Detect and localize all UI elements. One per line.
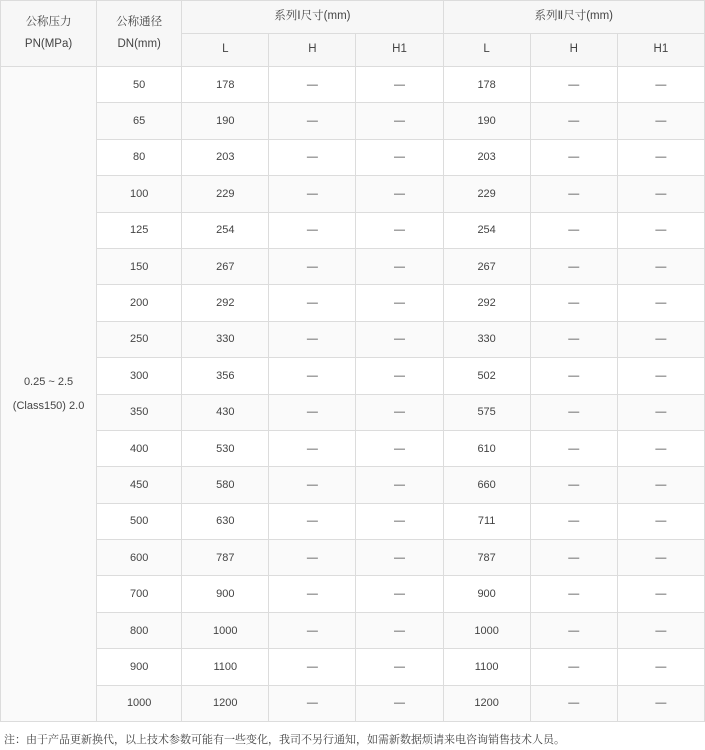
cell-s2-l: 190 [443, 103, 530, 139]
cell-s2-h1: — [617, 67, 704, 103]
cell-dn: 500 [97, 503, 182, 539]
header-nominal-diameter-line1: 公称通径 [116, 16, 163, 29]
table-row [1, 103, 705, 139]
cell-dn: 125 [97, 212, 182, 248]
cell-s2-l: 330 [443, 321, 530, 357]
table-row [1, 212, 705, 248]
cell-dn: 50 [97, 67, 182, 103]
header-series1-h1: H1 [356, 34, 443, 67]
cell-s2-l: 229 [443, 176, 530, 212]
cell-s1-l: 530 [182, 430, 269, 466]
cell-s1-h1: — [356, 248, 443, 284]
header-nominal-diameter-line2: DN(mm) [117, 37, 161, 50]
cell-s2-h: — [530, 139, 617, 175]
cell-dn: 800 [97, 612, 182, 648]
table-row [1, 649, 705, 685]
table-row [1, 540, 705, 576]
cell-s1-h: — [269, 394, 356, 430]
cell-s1-h1: — [356, 540, 443, 576]
cell-s1-l: 430 [182, 394, 269, 430]
cell-s2-h1: — [617, 321, 704, 357]
cell-dn: 300 [97, 358, 182, 394]
cell-s2-l: 254 [443, 212, 530, 248]
cell-s2-l: 178 [443, 67, 530, 103]
cell-s1-h1: — [356, 212, 443, 248]
table-row [1, 576, 705, 612]
cell-s2-h1: — [617, 176, 704, 212]
cell-s1-h: — [269, 685, 356, 721]
cell-s2-h: — [530, 503, 617, 539]
header-nominal-pressure-line2: PN(MPa) [24, 37, 73, 50]
cell-s1-h1: — [356, 685, 443, 721]
cell-s2-h1: — [617, 612, 704, 648]
table-row [1, 67, 705, 103]
cell-s2-l: 267 [443, 248, 530, 284]
cell-s2-l: 610 [443, 430, 530, 466]
table-row [1, 139, 705, 175]
cell-s1-l: 1000 [182, 612, 269, 648]
header-series-1: 系列Ⅰ尺寸(mm) [182, 1, 443, 34]
cell-s1-l: 292 [182, 285, 269, 321]
table-row [1, 248, 705, 284]
cell-s1-l: 787 [182, 540, 269, 576]
cell-s1-h: — [269, 248, 356, 284]
cell-dn: 600 [97, 540, 182, 576]
cell-s1-l: 203 [182, 139, 269, 175]
cell-dn: 700 [97, 576, 182, 612]
cell-s2-h: — [530, 685, 617, 721]
cell-s2-l: 711 [443, 503, 530, 539]
cell-s2-l: 1100 [443, 649, 530, 685]
cell-s1-h: — [269, 139, 356, 175]
cell-s2-h1: — [617, 103, 704, 139]
cell-s1-h: — [269, 67, 356, 103]
cell-s2-h1: — [617, 503, 704, 539]
cell-s2-h: — [530, 649, 617, 685]
cell-s2-h: — [530, 212, 617, 248]
cell-s1-l: 267 [182, 248, 269, 284]
cell-dn: 200 [97, 285, 182, 321]
cell-dn: 350 [97, 394, 182, 430]
cell-s1-h: — [269, 503, 356, 539]
cell-s1-l: 630 [182, 503, 269, 539]
cell-s2-h1: — [617, 540, 704, 576]
table-row [1, 612, 705, 648]
table-row [1, 285, 705, 321]
cell-s1-h1: — [356, 358, 443, 394]
cell-s2-h1: — [617, 285, 704, 321]
cell-s2-h1: — [617, 467, 704, 503]
cell-s2-h1: — [617, 430, 704, 466]
cell-s2-h1: — [617, 576, 704, 612]
cell-s1-h: — [269, 540, 356, 576]
pressure-range: 0.25 ~ 2.5 [23, 375, 74, 388]
cell-s2-l: 575 [443, 394, 530, 430]
cell-s2-h: — [530, 321, 617, 357]
cell-s1-h1: — [356, 467, 443, 503]
header-nominal-pressure-line1: 公称压力 [25, 16, 72, 29]
cell-s1-h: — [269, 103, 356, 139]
table-row [1, 321, 705, 357]
cell-s1-h: — [269, 576, 356, 612]
cell-dn: 100 [97, 176, 182, 212]
cell-s1-l: 900 [182, 576, 269, 612]
cell-s1-h: — [269, 321, 356, 357]
cell-dn: 150 [97, 248, 182, 284]
table-row [1, 394, 705, 430]
footnote: 注：由于产品更新换代，以上技术参数可能有一些变化，我司不另行通知，如需新数据烦请来电咨询销售技术人员。 [4, 734, 565, 747]
cell-s2-h: — [530, 394, 617, 430]
cell-nominal-pressure-value [1, 67, 97, 722]
cell-s1-h: — [269, 612, 356, 648]
cell-s2-l: 787 [443, 540, 530, 576]
cell-s1-h1: — [356, 103, 443, 139]
cell-s1-h: — [269, 358, 356, 394]
cell-s1-l: 1200 [182, 685, 269, 721]
cell-s1-h1: — [356, 139, 443, 175]
cell-s1-l: 330 [182, 321, 269, 357]
header-series-2: 系列Ⅱ尺寸(mm) [443, 1, 704, 34]
cell-s2-h1: — [617, 139, 704, 175]
table-row [1, 176, 705, 212]
cell-s2-l: 292 [443, 285, 530, 321]
cell-s2-h: — [530, 176, 617, 212]
cell-s1-h: — [269, 285, 356, 321]
cell-s1-l: 1100 [182, 649, 269, 685]
cell-s2-h: — [530, 540, 617, 576]
table-row [1, 503, 705, 539]
table-row [1, 685, 705, 721]
cell-s1-h1: — [356, 67, 443, 103]
cell-s2-h1: — [617, 649, 704, 685]
cell-s1-h1: — [356, 612, 443, 648]
cell-s1-h: — [269, 176, 356, 212]
table-head [1, 1, 705, 67]
cell-s2-h: — [530, 248, 617, 284]
header-nominal-diameter [97, 1, 182, 67]
cell-dn: 1000 [97, 685, 182, 721]
header-series1-l: L [182, 34, 269, 67]
cell-s1-l: 254 [182, 212, 269, 248]
table-body [1, 67, 705, 722]
cell-s2-l: 203 [443, 139, 530, 175]
cell-dn: 400 [97, 430, 182, 466]
table-row [1, 358, 705, 394]
cell-s1-h1: — [356, 430, 443, 466]
cell-s2-h: — [530, 612, 617, 648]
cell-s2-h: — [530, 358, 617, 394]
header-series2-l: L [443, 34, 530, 67]
cell-dn: 80 [97, 139, 182, 175]
cell-s1-h: — [269, 212, 356, 248]
cell-s2-h: — [530, 285, 617, 321]
table-row [1, 467, 705, 503]
cell-s1-h1: — [356, 394, 443, 430]
header-series2-h1: H1 [617, 34, 704, 67]
cell-s2-h1: — [617, 685, 704, 721]
cell-s1-h: — [269, 649, 356, 685]
cell-dn: 900 [97, 649, 182, 685]
cell-s1-h1: — [356, 321, 443, 357]
cell-dn: 65 [97, 103, 182, 139]
pressure-class: (Class150) 2.0 [12, 400, 85, 413]
header-nominal-pressure [1, 1, 97, 67]
cell-s2-h1: — [617, 358, 704, 394]
cell-s1-l: 580 [182, 467, 269, 503]
cell-s1-h: — [269, 430, 356, 466]
cell-s1-l: 356 [182, 358, 269, 394]
header-series2-h: H [530, 34, 617, 67]
cell-s1-l: 190 [182, 103, 269, 139]
cell-s1-l: 229 [182, 176, 269, 212]
cell-s1-h: — [269, 467, 356, 503]
cell-s1-h1: — [356, 503, 443, 539]
cell-s2-l: 900 [443, 576, 530, 612]
cell-s1-h1: — [356, 285, 443, 321]
cell-s2-l: 1200 [443, 685, 530, 721]
cell-s1-h1: — [356, 576, 443, 612]
cell-s2-l: 660 [443, 467, 530, 503]
cell-s2-h: — [530, 67, 617, 103]
table-row [1, 430, 705, 466]
cell-s1-h1: — [356, 176, 443, 212]
cell-s2-h: — [530, 430, 617, 466]
cell-s2-l: 502 [443, 358, 530, 394]
cell-dn: 450 [97, 467, 182, 503]
cell-s2-h1: — [617, 248, 704, 284]
header-row-primary [1, 1, 705, 34]
cell-s1-l: 178 [182, 67, 269, 103]
header-series1-h: H [269, 34, 356, 67]
cell-s1-h1: — [356, 649, 443, 685]
cell-s2-h: — [530, 576, 617, 612]
cell-s2-h1: — [617, 394, 704, 430]
cell-s2-h: — [530, 467, 617, 503]
cell-dn: 250 [97, 321, 182, 357]
cell-s2-h1: — [617, 212, 704, 248]
cell-s2-h: — [530, 103, 617, 139]
cell-s2-l: 1000 [443, 612, 530, 648]
